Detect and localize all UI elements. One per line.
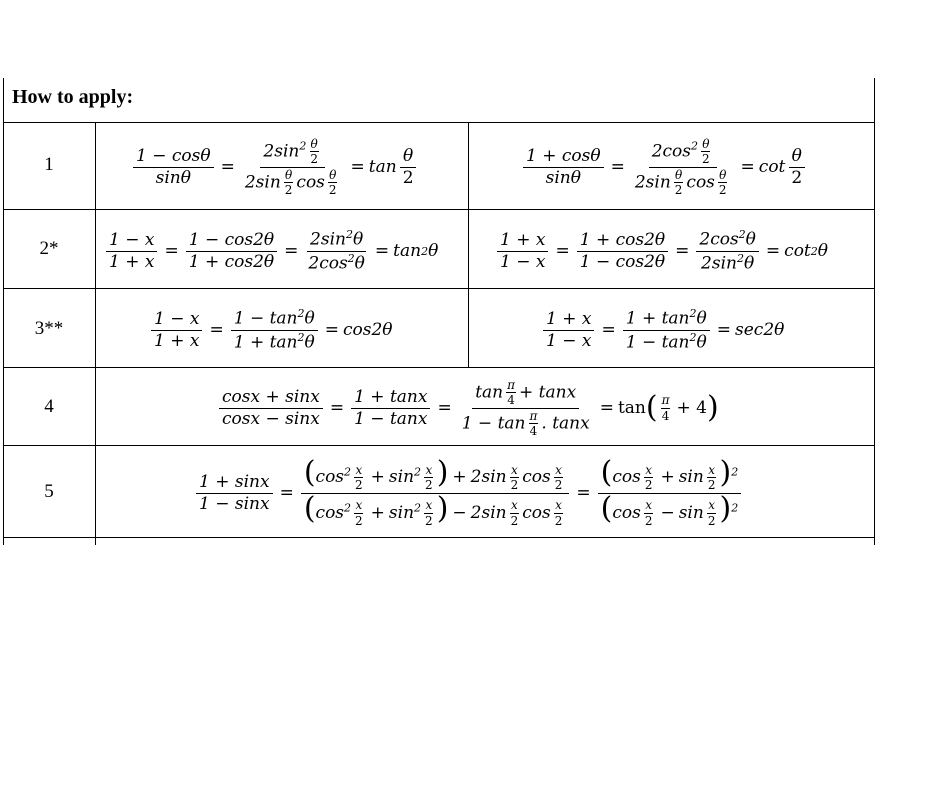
formula-row2-right: $\frac{1 + x}{1 - x}$ = $\frac{1 + \cos 2\theta}{1 - \cos 2\theta}$ = $\frac{2\cos^2\theta}{2\sin^2\theta}$ = cot 2 θ [494,212,828,290]
formula-row3-left: $\frac{1 - x}{1 + x}$ = $\frac{1 - \tan^2\theta}{1 + \tan^2\theta}$ = cos2θ [148,291,393,369]
formula-row1-right: $\frac{1 + \cos\theta}{\sin\theta}$ = $2\cos^2$ $\frac{\theta}{2}$ 2sin $\frac{\theta}{2}$ cos $\frac{\theta}{2}$ = cot $\frac{\theta}{2}$ [520,125,808,209]
table-heading: How to apply: [12,86,134,108]
row-number: 4 [44,396,54,417]
formula-row1-left: $\frac{1 - \cos\theta}{\sin\theta}$ = $2\sin^2$ $\frac{\theta}{2}$ 2sin $\frac{\theta}{2}$ cos $\frac{\theta}{2}$ = tan $\frac{\theta}{2}$ [130,125,420,209]
row-number: 3** [34,318,64,339]
row-number: 1 [44,154,54,175]
row-number: 5 [44,481,54,502]
formula-row3-right: $\frac{1 + x}{1 - x}$ = $\frac{1 + \tan^2\theta}{1 - \tan^2\theta}$ = sec2θ [540,291,784,369]
formula-row4: $\frac{\cos x + \sin x}{\cos x - \sin x}$ = $\frac{1 + \tan x}{1 - \tan x}$ = tan $\frac{\pi}{4}$ + tanx 1 − tan $\frac{\pi}{4}$ . tanx = tan ( $\frac{\pi}{4}$ + 4 ) [216,369,719,447]
formula-row5: $\frac{1 + \sin x}{1 - \sin x}$ = ($\cos^2$ $\frac{x}{2}$ + $\sin^2$ $\frac{x}{2}$ ) + 2sin $\frac{x}{2}$ cos $\frac{x}{2}$ ($\cos^2$ $\frac{x}{2}$ + $\sin^2$ $\frac{x}{2}$ ) − 2sin $\frac{x}{2}$ cos $\frac{x}{2}$ = (cos $\frac{x}{2}$ + sin $\frac{x}{2}$ )$^2$ (cos $\frac{x}{2}$ − sin $\frac{x}{2}$ )$^2$ [193,449,744,537]
formula-row2-left: $\frac{1 - x}{1 + x}$ = $\frac{1 - \cos 2\theta}{1 + \cos 2\theta}$ = $\frac{2\sin^2\theta}{2\cos^2\theta}$ = tan 2 θ [103,212,438,290]
row-number: 2* [39,238,59,259]
